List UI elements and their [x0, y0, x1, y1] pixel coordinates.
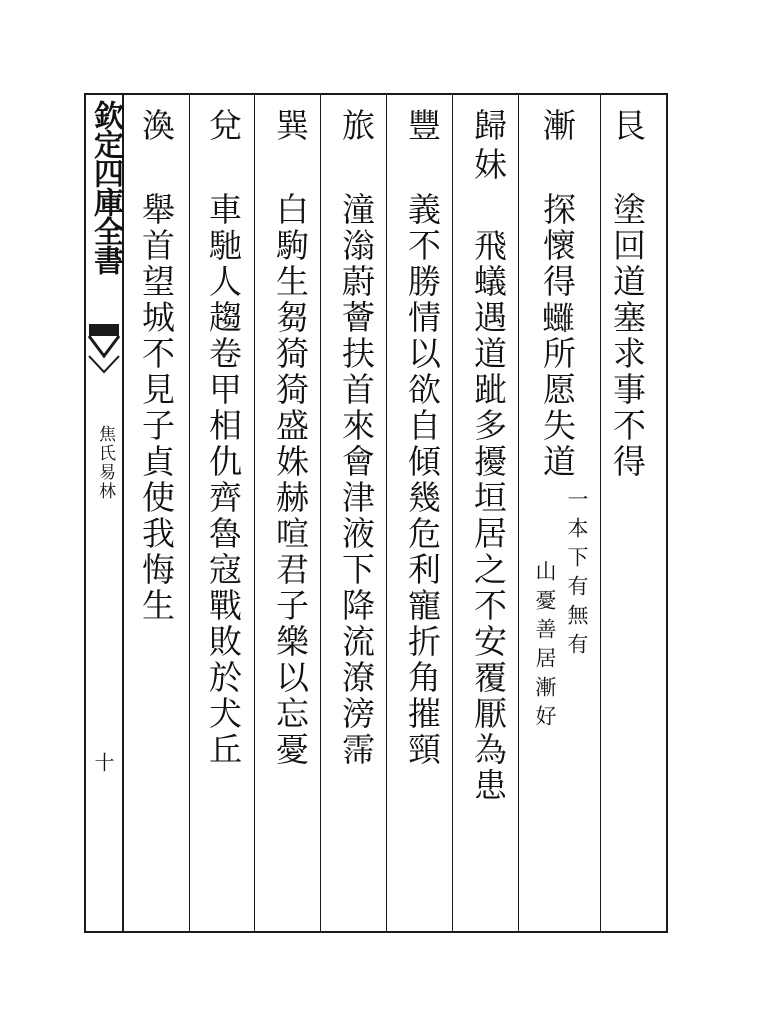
fish-tail-mark-icon	[87, 322, 121, 374]
verse-text: 白駒生芻猗猗盛姝赫喧君子樂以忘憂	[271, 192, 310, 768]
page-number: 十	[91, 752, 115, 772]
hexagram-name: 兌	[204, 108, 243, 147]
hexagram-name: 豐	[403, 108, 442, 147]
verse-text: 潼滃蔚薈扶首來會津液下降流潦滂霈	[337, 192, 376, 768]
verse-text: 義不勝情以欲自傾幾危利寵折角摧頸	[403, 192, 442, 768]
verse-text: 舉首望城不見子貞使我悔生	[137, 192, 176, 624]
verse-text: 飛蟻遇道跐多擾垣居之不安覆厭為患	[469, 228, 508, 804]
hexagram-name: 歸妹	[469, 108, 508, 186]
hexagram-name: 漸	[538, 108, 577, 147]
verse-text: 探懷得𧕘所愿失道	[538, 192, 577, 480]
annotation-note: 一本下有無有	[565, 488, 589, 662]
hexagram-name: 巽	[271, 108, 310, 147]
hexagram-name: 渙	[137, 108, 176, 147]
column-divider	[518, 95, 519, 931]
column-divider	[600, 95, 601, 931]
book-title: 欽定四庫全書	[88, 100, 123, 274]
column-divider	[254, 95, 255, 931]
hexagram-name: 旅	[337, 108, 376, 147]
column-divider	[452, 95, 453, 931]
column-divider	[386, 95, 387, 931]
column-divider	[320, 95, 321, 931]
verse-text: 車馳人趨卷甲相仇齊魯寇戰敗於犬丘	[204, 192, 243, 768]
hexagram-name: 艮	[608, 108, 647, 147]
annotation-note: 山憂善居漸好	[533, 560, 557, 734]
verse-text: 塗回道塞求事不得	[608, 192, 647, 480]
column-divider	[189, 95, 190, 931]
sub-title: 焦氏易林	[95, 425, 115, 501]
